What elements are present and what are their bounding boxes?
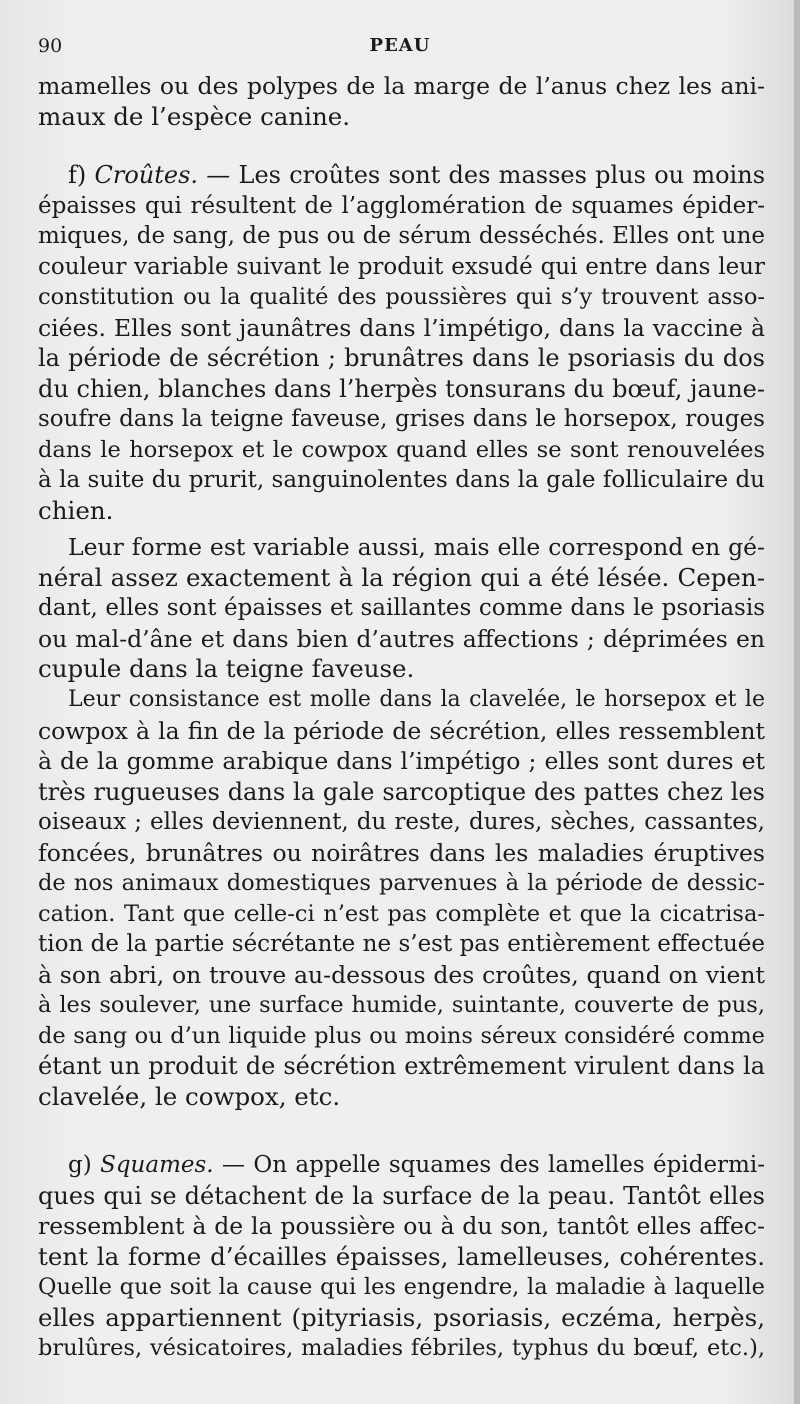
text-line: ciées. Elles sont jaunâtres dans l’impétigo, dans la vaccine à: [38, 313, 765, 342]
text-line: étant un produit de sécrétion extrêmement virulent dans la: [38, 1052, 765, 1080]
text-line: tion de la partie sécrétante ne s’est pas entièrement effectuée: [38, 931, 765, 957]
text-line: oiseaux ; elles deviennent, du reste, dures, sèches, cassantes,: [38, 809, 765, 835]
text-line: brulûres, vésicatoires, maladies fébriles, typhus du bœuf, etc.),: [38, 1335, 765, 1361]
paragraph-continuation: [38, 71, 765, 132]
paragraph-forme: [38, 532, 765, 685]
text-line: constitution ou la qualité des poussières qui s’y trouvent asso-: [38, 284, 765, 310]
page-number: 90: [38, 35, 63, 57]
text-line: néral assez exactement à la région qui a été lésée. Cepen-: [38, 562, 765, 592]
section-heading-line: f) Croûtes. — Les croûtes sont des masses plus ou moins: [68, 161, 765, 189]
text-line: à les soulever, une surface humide, suintante, couverte de pus,: [38, 992, 765, 1018]
text-line: de sang ou d’un liquide plus ou moins séreux considéré comme: [38, 1022, 765, 1049]
section-title-italic: Squames.: [100, 1152, 214, 1178]
section-title-italic: Croûtes.: [94, 161, 199, 189]
text-line: cation. Tant que celle-ci n’est pas complète et que la cicatrisa-: [38, 900, 765, 927]
page-header: [38, 34, 762, 58]
text-line: ressemblent à de la poussière ou à du son, tantôt elles affec-: [38, 1212, 765, 1240]
text-line: miques, de sang, de pus ou de sérum desséchés. Elles ont une: [38, 223, 765, 249]
text-line: à de la gomme arabique dans l’impétigo ; elles sont dures et: [38, 747, 765, 775]
text-line: Leur consistance est molle dans la clavelée, le horsepox et le: [68, 687, 765, 712]
text-line: épaisses qui résultent de l’agglomération de squames épider-: [38, 192, 765, 219]
text-line: de nos animaux domestiques parvenues à la période de dessic-: [38, 870, 765, 896]
text-line: ques qui se détachent de la surface de la peau. Tantôt elles: [38, 1181, 765, 1210]
paragraph-squames: [38, 1150, 765, 1364]
text-line: du chien, blanches dans l’herpès tonsurans du bœuf, jaune-: [38, 374, 765, 403]
text-line: tent la forme d’écailles épaisses, lamelleuses, cohérentes.: [38, 1241, 765, 1271]
text-line: dans le horsepox et le cowpox quand elles se sont renouvelées: [38, 436, 765, 463]
running-head: PEAU: [369, 35, 431, 56]
text-line: foncées, brunâtres ou noirâtres dans les maladies éruptives: [38, 838, 765, 867]
text-line: chien.: [38, 495, 114, 525]
page-edge-shadow: [794, 0, 800, 1404]
text-line: mamelles ou des polypes de la marge de l’anus chez les ani-: [38, 72, 765, 100]
text-line: Leur forme est variable aussi, mais elle correspond en gé-: [68, 533, 765, 561]
text-line: couleur variable suivant le produit exsudé qui entre dans leur: [38, 253, 765, 280]
text-line: Quelle que soit la cause qui les engendre, la maladie à laquelle: [38, 1274, 765, 1300]
text-line: maux de l’espèce canine.: [38, 101, 351, 131]
paragraph-consistance: [38, 685, 765, 1112]
text-line: cowpox à la fin de la période de sécrétion, elles ressemblent: [38, 716, 765, 745]
text-line: à son abri, on trouve au-dessous des croûtes, quand on vient: [38, 960, 765, 989]
paragraph-croutes: [38, 160, 765, 526]
text-line: ou mal-d’âne et dans bien d’autres affections ; déprimées en: [38, 624, 765, 653]
section-heading-line: g) Squames. — On appelle squames des lamelles épidermi-: [68, 1152, 765, 1178]
text-line: clavelée, le cowpox, etc.: [38, 1081, 341, 1111]
text-line: à la suite du prurit, sanguinolentes dans la gale folliculaire du: [38, 467, 765, 493]
text-line: très rugueuses dans la gale sarcoptique des pattes chez les: [38, 777, 765, 806]
text-line: soufre dans la teigne faveuse, grises dans le horsepox, rouges: [38, 406, 765, 432]
text-line: la période de sécrétion ; brunâtres dans le psoriasis du dos: [38, 344, 765, 372]
text-line: elles appartiennent (pityriasis, psoriasis, eczéma, herpès,: [38, 1302, 765, 1332]
text-line: dant, elles sont épaisses et saillantes comme dans le psoriasis: [38, 595, 765, 621]
text-line: cupule dans la teigne faveuse.: [38, 654, 415, 683]
